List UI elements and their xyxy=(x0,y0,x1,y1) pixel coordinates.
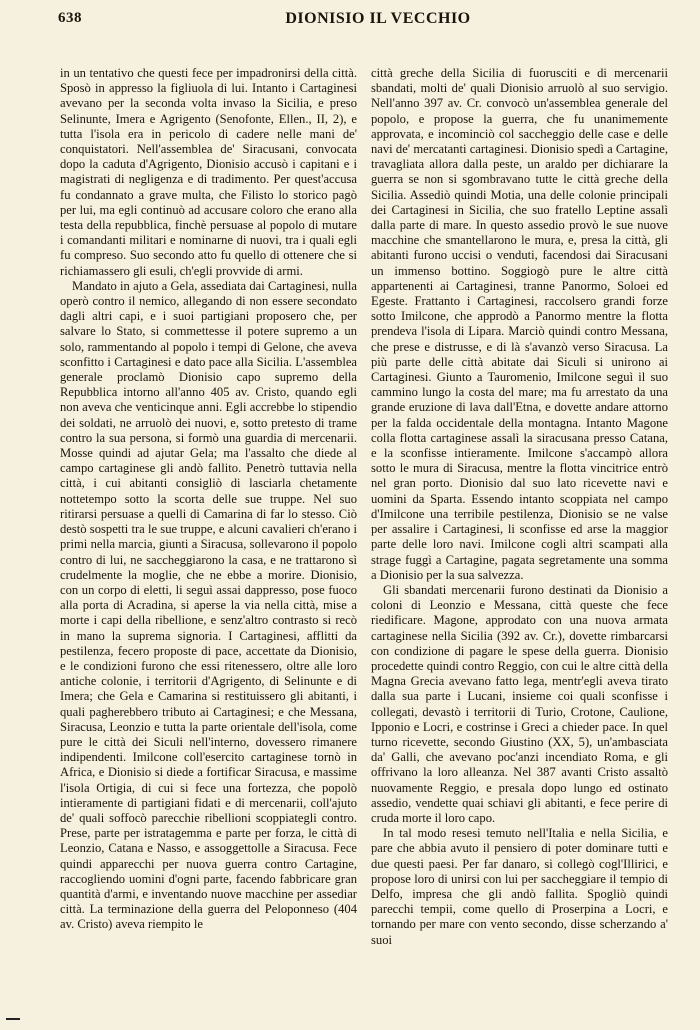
left-column xyxy=(60,66,357,986)
text-columns xyxy=(60,66,668,986)
paragraph: Gli sbandati mercenarii furono destinati da Dionisio a coloni di Leonzio e Messana, città queste che fece riedificare. Magone, approdato con una nuova armata cartaginese nella Sicilia (392 av. Cr.), dovette rimbarcarsi con condizione di pagare le spese della guerra. Dionisio procedette quindi contro Reggio, con cui le altre città della Magna Grecia avevano fatto lega, mentr'egli aveva tirato dalla sua parte i Lucani, insieme coi quali sconfisse i collegati, devastò i territorii di Turio, Crotone, Caulione, Ipponio e Locri, e costrinse i Greci a chieder pace. In quel turno ricevette, secondo Giustino (XX, 5), un'ambasciata da' Galli, che avevano poc'anzi incendiato Roma, e gli offrivano la loro alleanza. Nel 387 avanti Cristo assaltò nuovamente Reggio, e presala dopo lungo ed ostinato assedio, vendette quai schiavi gli abitanti, e fece perire di cruda morte il loro capo. xyxy=(371,582,668,825)
running-title: DIONISIO IL VECCHIO xyxy=(285,10,471,27)
paragraph: Mandato in ajuto a Gela, assediata dai Cartaginesi, nulla operò contro il nemico, allegando di non essere secondato dagli altri capi, e i suoi partigiani proposero che, per salvare lo Stato, si commettesse il potere supremo a un solo, rammentando al popolo i tempi di Gelone, che aveva sconfitto i Cartaginesi e dato pace alla Sicilia. L'assemblea generale proclamò Dionisio capo supremo della Repubblica intorno all'anno 405 av. Cristo, quando egli non aveva che venticinque anni. Egli accrebbe lo stipendio dei soldati, ne arruolò dei nuovi, e, sotto pretesto di trame contro la sua persona, si formò una guardia di mercenarii. Mosse quindi ad ajutar Gela; ma l'assalto che diede al campo cartaginese gli andò fallito. Penetrò tuttavia nella città, i cui abitanti consigliò di lasciarla chetamente nottetempo sotto la scorta delle sue truppe. Nel suo ritirarsi persuase a quelli di Camarina di far lo stesso. Ciò destò sospetti tra le sue truppe, e alcuni cavalieri ch'erano i primi nella marcia, giunti a Siracusa, sollevarono il popolo contro di lui, ne saccheggiarono la casa, e ne trattarono sì crudelmente la moglie, che ne ebbe a morire. Dionisio, con un corpo di eletti, li seguì assai dappresso, pose fuoco alla porta di Acradina, si aperse la via nella città, mise a morte i capi della ribellione, e senz'altro contrasto si recò in mano la suprema signoria. I Cartaginesi, afflitti da pestilenza, fecero proposte di pace, accettate da Dionisio, e le condizioni furono che essi ritenessero, oltre alle loro antiche colonie, i territorii d'Agrigento, di Selinunte e di Imera; che Gela e Camarina si restituissero gli abitanti, i quali pagherebbero tributo ai Cartaginesi; e che Messana, Siracusa, Leonzio e tutta la parte orientale dell'isola, come pure le città dei Siculi nell'interno, dovessero rimanere indipendenti. Imilcone coll'esercito cartaginese tornò in Africa, e Dionisio si diede a fortificar Siracusa, e massime l'isola Ortigia, di cui si fece una fortezza, che popolò intieramente di partigiani fidati e di mercenarii, coll'ajuto de' quali soffocò parecchie ribellioni scoppiategli contro. Prese, parte per istratagemma e parte per forza, le città di Leonzio, Catana e Nasso, e assoggettolle a Siracusa. Fece quindi apparecchi per nuova guerra contro Cartagine, raccogliendo uomini d'ogni parte, facendo fabbricare gran quantità d'armi, e inventando nuove macchine per assediar città. La terminazione della guerra del Peloponneso (404 av. Cristo) aveva riempito le xyxy=(60,278,357,932)
paragraph: città greche della Sicilia di fuorusciti e di mercenarii sbandati, molti de' quali Dionisio arruolò al suo servigio. Nell'anno 397 av. Cr. convocò un'assemblea generale del popolo, e propose la guerra, che fu unanimemente approvata, e incominciò col saccheggio delle case e delle navi de' mercatanti cartaginesi. Dionisio spedì a Cartagine, travagliata allora dalla peste, un araldo per dichiarare la guerra se non si sgombravano tutte le città greche della Sicilia. Assediò quindi Motia, una delle colonie principali dei Cartaginesi in Sicilia, che suo fratello Leptine assalì dalla parte di mare. In questo assedio provò le sue nuove macchine che smantellarono le mura, e, presa la città, gli abitanti furono uccisi o venduti, facendosi dai Siracusani un immenso bottino. Soggiogò pure le altre città appartenenti ai Cartaginesi, tranne Panormo, Soloei ed Egeste. Frattanto i Cartaginesi, raccolsero grandi forze sotto Imilcone, che approdò a Panormo mentre la flotta prendeva l'isola di Lipara. Marciò quindi contro Messana, che prese e distrusse, e di là s'avanzò verso Siracusa. La più parte delle città abitate dai Siculi si unirono ai Cartaginesi. Giunto a Tauromenio, Imilcone seguì il suo cammino lungo la costa del mare; ma fu arrestato da una grande eruzione di lava dall'Etna, e dovette andare attorno per la falda occidentale della montagna. Intanto Magone colla flotta cartaginese assalì la siracusana presso Catana, e la sconfisse intieramente. Imilcone s'accampò allora sotto le mura di Siracusa, mentre la flotta vincitrice entrò nel gran porto. Dionisio dal suo lato ricevette navi e uomini da Sparta. Essendo intanto scoppiata nel campo d'Imilcone una terribile pestilenza, Dionisio se ne valse per assalire i Cartaginesi, li sconfisse ed arse la maggior parte delle loro navi. Imilcone cogli altri scampati alla strage fuggì a Cartagine, pagata segretamente una somma a Dionisio per la sua salvezza. xyxy=(371,66,668,582)
page-edge-mark xyxy=(6,1018,20,1020)
right-column xyxy=(371,66,668,986)
page-number: 638 xyxy=(58,10,82,26)
paragraph: In tal modo resesi temuto nell'Italia e nella Sicilia, e pare che abbia avuto il pensiero di poter dominare tutti e due questi paesi. Per far danaro, si collegò cogl'Illirici, e propose loro di unirsi con lui per saccheggiare il tempio di Delfo, impresa che gli andò fallita. Spogliò quindi parecchi tempii, come quello di Proserpina a Locri, e tornando per mare con vento secondo, disse scherzando a' suoi xyxy=(371,826,668,947)
paragraph: in un tentativo che questi fece per impadronirsi della città. Sposò in appresso la figliuola di lui. Intanto i Cartaginesi avevano per la seconda volta invaso la Sicilia, e preso Selinunte, Imera e Agrigento (Senofonte, Ellen., II, 2), e tutta l'isola era in pericolo di cadere nelle mani de' conquistatori. Nell'assemblea de' Siracusani, convocata dopo la caduta d'Agrigento, Dionisio accusò i capitani e i magistrati di negligenza e di tradimento. Per quest'accusa fu condannato a grave multa, che Filisto lo storico pagò per lui, ma egli continuò ad accusare coloro che erano alla testa della repubblica, finchè persuase al popolo di mutare i comandanti militari e nominarne di nuovi, tra i quali egli fu compreso. Suo secondo atto fu quello di ottenere che si richiamassero gli esuli, ch'egli provvide di armi. xyxy=(60,66,357,278)
page-header xyxy=(58,8,678,32)
